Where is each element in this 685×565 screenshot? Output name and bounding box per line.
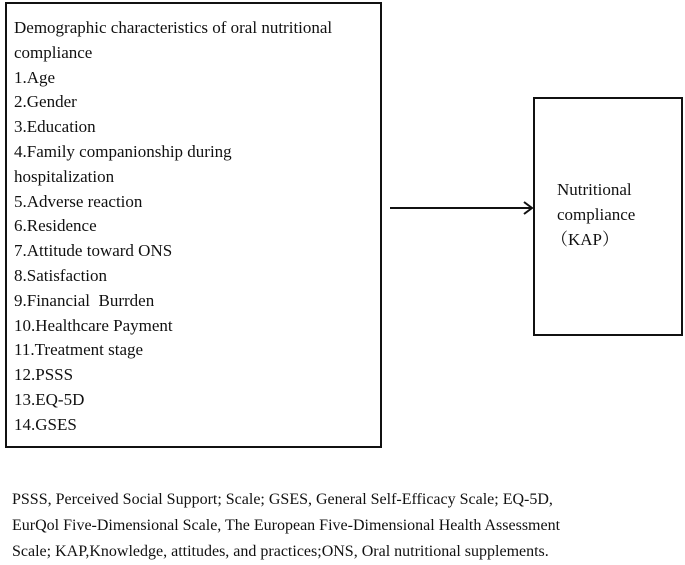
list-item: 8.Satisfaction xyxy=(14,265,108,285)
list-item: 1.Age xyxy=(14,67,56,87)
list-item: 14.GSES xyxy=(14,414,77,434)
arrow-icon xyxy=(388,198,536,218)
abbreviations-caption xyxy=(12,487,560,565)
caption-line: Scale; KAP,Knowledge, attitudes, and practices;ONS, Oral nutritional supplements. xyxy=(12,543,549,560)
list-item: 5.Adverse reaction xyxy=(14,191,143,211)
list-item: 12.PSSS xyxy=(14,365,74,385)
outcome-label xyxy=(551,177,636,252)
outcome-line: compliance xyxy=(557,205,636,224)
outcome-line: （KAP） xyxy=(551,230,620,249)
predictors-list xyxy=(14,16,332,438)
list-item-continuation: hospitalization xyxy=(14,166,115,186)
list-item: 10.Healthcare Payment xyxy=(14,315,173,335)
list-item: 9.Financial Burrden xyxy=(14,290,155,310)
list-item: 3.Education xyxy=(14,117,96,137)
predictors-header-line: compliance xyxy=(14,42,93,62)
list-item: 7.Attitude toward ONS xyxy=(14,241,173,261)
outcome-box xyxy=(533,97,683,336)
list-item: 4.Family companionship during xyxy=(14,141,232,161)
caption-line: PSSS, Perceived Social Support; Scale; GSES, General Self-Efficacy Scale; EQ-5D, xyxy=(12,491,553,508)
list-item: 13.EQ-5D xyxy=(14,389,85,409)
list-item: 6.Residence xyxy=(14,216,97,236)
predictors-header-line: Demographic characteristics of oral nutritional xyxy=(14,18,333,37)
list-item: 11.Treatment stage xyxy=(14,340,144,360)
caption-line: EurQol Five-Dimensional Scale, The European Five-Dimensional Health Assessment xyxy=(12,517,561,534)
outcome-line: Nutritional xyxy=(557,180,632,199)
list-item: 2.Gender xyxy=(14,92,77,112)
